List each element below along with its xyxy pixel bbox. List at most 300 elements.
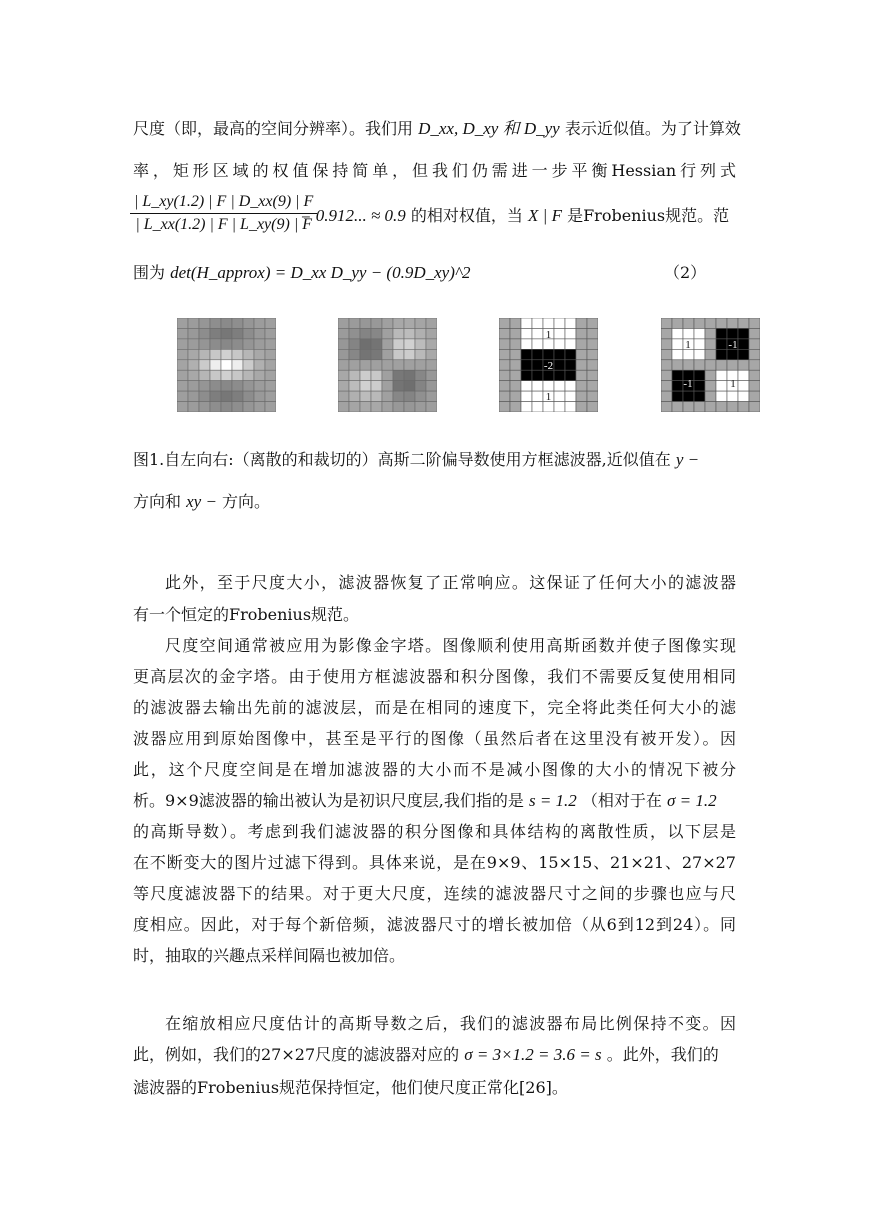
filter-cell	[532, 402, 543, 412]
filter-cell	[371, 318, 382, 328]
filter-cell	[499, 391, 510, 401]
filter-cell	[360, 339, 371, 349]
filter-cell	[426, 318, 437, 328]
para2-line-6-math-sigma: σ = 1.2	[667, 791, 717, 810]
figure-caption-line-2	[133, 491, 270, 513]
filter-cell	[683, 328, 694, 338]
filter-cell	[499, 328, 510, 338]
intro-line-1-text-a: 尺度（即，最高的空间分辨率）。我们用	[133, 119, 414, 138]
filter-cell	[415, 349, 426, 359]
filter-cell	[749, 381, 760, 391]
filter-cell	[254, 318, 265, 328]
filter-cell	[210, 402, 221, 412]
filter-cell	[210, 349, 221, 359]
filter-cell	[349, 391, 360, 401]
filter-cell	[543, 402, 554, 412]
filter-cell	[199, 381, 210, 391]
filter-cell	[265, 391, 276, 401]
filter-cell	[349, 328, 360, 338]
filter-cell	[382, 370, 393, 380]
filter-cell	[404, 339, 415, 349]
intro-line-2: 率，矩形区域的权值保持简单，但我们仍需进一步平衡Hessian行列式	[133, 161, 736, 180]
filter-cell	[199, 360, 210, 370]
filter-cell	[576, 402, 587, 412]
filter-cell	[576, 318, 587, 328]
filter-cell	[210, 381, 221, 391]
filter-cell	[254, 360, 265, 370]
figure-caption-line-1	[133, 449, 699, 471]
filter-cell	[716, 402, 727, 412]
filter-cell	[576, 360, 587, 370]
filter-cell	[499, 360, 510, 370]
filter-cell	[382, 402, 393, 412]
filter-cell	[587, 328, 598, 338]
filter-cell	[243, 402, 254, 412]
filter-cell	[521, 381, 532, 391]
filter-cell	[738, 391, 749, 401]
filter-cell	[661, 360, 672, 370]
filter-cell	[177, 318, 188, 328]
filter-cell	[576, 328, 587, 338]
filter-cell	[661, 381, 672, 391]
filter-cell	[254, 381, 265, 391]
filter-cell	[177, 360, 188, 370]
filter-cell	[426, 391, 437, 401]
filter-cell	[232, 381, 243, 391]
filter-cell	[393, 318, 404, 328]
filter-cell	[565, 402, 576, 412]
intro-line-3-eq: = 0.912... ≈ 0.9	[300, 206, 406, 225]
filter-cell	[694, 339, 705, 349]
filter-cell	[521, 402, 532, 412]
filter-cell	[371, 402, 382, 412]
filter-cell	[727, 360, 738, 370]
filter-cell	[532, 328, 543, 338]
filter-cell	[587, 402, 598, 412]
filter-cell	[177, 402, 188, 412]
filter-cell	[749, 318, 760, 328]
filter-cell	[521, 339, 532, 349]
filter-cell	[521, 328, 532, 338]
filter-cell	[661, 328, 672, 338]
filter-cell	[371, 339, 382, 349]
para2-line-2: 更高层次的金字塔。由于使用方框滤波器和积分图像，我们不需要反复使用相同	[133, 667, 736, 686]
filter-cell	[716, 328, 727, 338]
filter-cell	[210, 318, 221, 328]
gaussian-xy-cells	[338, 318, 437, 412]
filter-cell	[338, 360, 349, 370]
filter-cell	[382, 360, 393, 370]
box-xy-label-tl: 1	[685, 339, 691, 351]
filter-cell	[404, 402, 415, 412]
filter-cell	[705, 370, 716, 380]
filter-cell	[188, 328, 199, 338]
gaussian-yy-cells	[177, 318, 276, 412]
filter-cell	[210, 328, 221, 338]
filter-cell	[393, 339, 404, 349]
filter-cell	[565, 370, 576, 380]
filter-cell	[521, 318, 532, 328]
filter-cell	[749, 370, 760, 380]
filter-cell	[532, 391, 543, 401]
filter-cell	[661, 339, 672, 349]
filter-cell	[521, 360, 532, 370]
filter-cell	[382, 318, 393, 328]
filter-cell	[338, 381, 349, 391]
filter-cell	[738, 402, 749, 412]
intro-line-3	[300, 205, 729, 227]
filter-cell	[749, 391, 760, 401]
box-xy-label-bl: -1	[683, 378, 693, 390]
filter-cell	[210, 370, 221, 380]
intro-line-4-text: 围为	[133, 263, 166, 282]
filter-cell	[694, 370, 705, 380]
filter-cell	[565, 381, 576, 391]
filter-cell	[404, 349, 415, 359]
filter-cell	[188, 339, 199, 349]
filter-cell	[232, 339, 243, 349]
para2-line-8: 在不断变大的图片过滤下得到。具体来说，是在9×9、15×15、21×21、27×27	[133, 853, 736, 872]
filter-cell	[232, 391, 243, 401]
filter-cell	[338, 402, 349, 412]
filter-cell	[554, 360, 565, 370]
filter-cell	[694, 349, 705, 359]
filter-cell	[426, 360, 437, 370]
filter-cell	[510, 370, 521, 380]
filter-cell	[243, 381, 254, 391]
para2-line-7: 的高斯导数）。考虑到我们滤波器的积分图像和具体结构的离散性质，以下层是	[133, 822, 736, 841]
filter-cell	[587, 318, 598, 328]
figure-caption-math-xy: xy −	[186, 492, 217, 511]
filter-cell	[265, 381, 276, 391]
filter-cell	[349, 381, 360, 391]
filter-cell	[221, 349, 232, 359]
filter-cell	[565, 360, 576, 370]
intro-line-1	[133, 118, 741, 140]
filter-cell	[254, 391, 265, 401]
filter-cell	[232, 370, 243, 380]
filter-cell	[265, 370, 276, 380]
filter-cell	[426, 339, 437, 349]
box-xy-filter	[661, 318, 760, 412]
filter-cell	[716, 349, 727, 359]
filter-cell	[565, 339, 576, 349]
filter-cell	[705, 360, 716, 370]
filter-cell	[415, 402, 426, 412]
filter-cell	[426, 328, 437, 338]
gaussian-xy-filter	[338, 318, 437, 412]
filter-cell	[576, 391, 587, 401]
filter-cell	[393, 328, 404, 338]
para2-line-3: 的滤波器去输出先前的滤波层，而是在相同的速度下，完全将此类任何大小的滤	[133, 698, 736, 717]
filter-cell	[738, 349, 749, 359]
filter-cell	[510, 381, 521, 391]
figure-caption-math-y: y −	[675, 450, 700, 469]
filter-cell	[360, 328, 371, 338]
filter-cell	[338, 339, 349, 349]
filter-cell	[382, 349, 393, 359]
filter-cell	[426, 381, 437, 391]
filter-cell	[532, 370, 543, 380]
filter-cell	[199, 402, 210, 412]
filter-cell	[738, 370, 749, 380]
filter-cell	[521, 349, 532, 359]
filter-cell	[360, 391, 371, 401]
filter-cell	[749, 328, 760, 338]
filter-cell	[499, 402, 510, 412]
filter-cell	[221, 391, 232, 401]
filter-cell	[360, 360, 371, 370]
filter-cell	[265, 339, 276, 349]
para2-line-9: 等尺度滤波器下的结果。对于更大尺度，连续的滤波器尺寸之间的步骤也应与尺	[133, 884, 736, 903]
filter-cell	[221, 370, 232, 380]
filter-cell	[532, 349, 543, 359]
filter-cell	[661, 402, 672, 412]
filter-cell	[371, 370, 382, 380]
filter-cell	[243, 391, 254, 401]
gaussian-yy-filter	[177, 318, 276, 412]
filter-cell	[543, 349, 554, 359]
filter-cell	[576, 370, 587, 380]
filter-cell	[716, 360, 727, 370]
filter-cell	[404, 391, 415, 401]
filter-cell	[426, 370, 437, 380]
filter-cell	[576, 349, 587, 359]
filter-cell	[393, 381, 404, 391]
filter-cell	[415, 370, 426, 380]
filter-cell	[221, 339, 232, 349]
filter-cell	[426, 402, 437, 412]
filter-cell	[265, 318, 276, 328]
filter-cell	[672, 318, 683, 328]
filter-cell	[683, 402, 694, 412]
filter-cell	[232, 318, 243, 328]
intro-line-3-text-b: 是Frobenius规范。范	[567, 206, 730, 225]
filter-cell	[393, 402, 404, 412]
filter-cell	[749, 402, 760, 412]
box-yy-filter	[499, 318, 598, 412]
filter-cell	[393, 349, 404, 359]
filter-cell	[683, 360, 694, 370]
para3-line-3: 滤波器的Frobenius规范保持恒定，他们使尺度正常化[26]。	[133, 1078, 568, 1097]
filter-cell	[738, 339, 749, 349]
filter-cell	[587, 381, 598, 391]
filter-cell	[254, 370, 265, 380]
filter-cell	[265, 349, 276, 359]
filter-cell	[254, 349, 265, 359]
filter-cell	[221, 328, 232, 338]
para3-line-2-text-b: 。此外，我们的	[606, 1045, 719, 1064]
para2-line-6-math-s: s = 1.2	[528, 791, 577, 810]
filter-cell	[371, 391, 382, 401]
filter-cell	[188, 349, 199, 359]
para2-line-4: 波器应用到原始图像中，甚至是平行的图像（虽然后者在这里没有被开发）。因	[133, 729, 736, 748]
para2-line-6	[133, 790, 717, 812]
figure-caption-text-2a: 方向和	[133, 492, 182, 511]
filter-cell	[587, 370, 598, 380]
filter-cell	[672, 339, 683, 349]
filter-cell	[221, 318, 232, 328]
filter-cell	[188, 360, 199, 370]
filter-cell	[716, 339, 727, 349]
box-yy-label-mid: -2	[543, 360, 554, 372]
filter-cell	[738, 318, 749, 328]
filter-cell	[510, 402, 521, 412]
filter-cell	[210, 391, 221, 401]
filter-cell	[716, 381, 727, 391]
intro-line-3-math: X | F	[528, 206, 562, 225]
filter-cell	[254, 402, 265, 412]
filter-cell	[694, 328, 705, 338]
filter-cell	[404, 370, 415, 380]
para3-line-1: 在缩放相应尺度估计的高斯导数之后，我们的滤波器布局比例保持不变。因	[165, 1014, 736, 1033]
filter-cell	[694, 402, 705, 412]
filter-cell	[576, 381, 587, 391]
filter-cell	[188, 318, 199, 328]
weight-fraction	[130, 191, 317, 236]
filter-cell	[371, 328, 382, 338]
para2-line-6-text-b: （相对于在	[581, 791, 662, 810]
filter-cell	[188, 370, 199, 380]
filter-cell	[360, 349, 371, 359]
filter-cell	[177, 339, 188, 349]
filter-cell	[254, 328, 265, 338]
figure-caption-text: 图1.自左向右:（离散的和裁切的）高斯二阶偏导数使用方框滤波器,近似值在	[133, 450, 671, 469]
filter-cell	[510, 391, 521, 401]
filter-cell	[694, 360, 705, 370]
filter-cell	[738, 381, 749, 391]
filter-cell	[554, 381, 565, 391]
para2-line-10: 度相应。因此，对于每个新倍频，滤波器尺寸的增长被加倍（从6到12到24）。同	[133, 915, 736, 934]
filter-cell	[694, 381, 705, 391]
filter-cell	[672, 328, 683, 338]
filter-cell	[232, 402, 243, 412]
box-xy-label-br: 1	[730, 378, 736, 390]
filter-cell	[565, 328, 576, 338]
filter-cell	[371, 381, 382, 391]
filter-cell	[672, 381, 683, 391]
filter-cell	[510, 360, 521, 370]
filter-cell	[177, 328, 188, 338]
filter-cell	[382, 391, 393, 401]
para2-line-1: 尺度空间通常被应用为影像金字塔。图像顺利使用高斯函数并使子图像实现	[165, 636, 736, 655]
filter-cell	[415, 391, 426, 401]
filter-cell	[672, 402, 683, 412]
intro-line-1-math: D_xx, D_xy 和 D_yy	[418, 119, 560, 138]
filter-cell	[672, 360, 683, 370]
filter-cell	[532, 339, 543, 349]
filter-cell	[738, 360, 749, 370]
box-xy-label-tr: -1	[728, 339, 738, 351]
filter-cell	[265, 328, 276, 338]
filter-cell	[199, 339, 210, 349]
filter-cell	[254, 339, 265, 349]
para2-line-6-text-a: 析。9×9滤波器的输出被认为是初识尺度层,我们指的是	[133, 791, 524, 810]
filter-cell	[338, 370, 349, 380]
filter-cell	[683, 318, 694, 328]
filter-cell	[360, 402, 371, 412]
box-yy-label-bottom: 1	[545, 391, 552, 403]
filter-cell	[716, 391, 727, 401]
filter-cell	[360, 318, 371, 328]
filter-cell	[587, 339, 598, 349]
filter-cell	[199, 391, 210, 401]
filter-cell	[554, 318, 565, 328]
filter-cell	[727, 328, 738, 338]
filter-cell	[177, 349, 188, 359]
filter-cell	[382, 328, 393, 338]
filter-cell	[532, 381, 543, 391]
filter-cell	[243, 318, 254, 328]
filter-cell	[243, 328, 254, 338]
filter-cell	[232, 349, 243, 359]
intro-line-3-text-a: 的相对权值，当	[410, 206, 523, 225]
filter-cell	[404, 360, 415, 370]
filter-cell	[243, 360, 254, 370]
filter-cell	[177, 391, 188, 401]
filter-cell	[521, 370, 532, 380]
para3-line-2-text-a: 此，例如，我们的27×27尺度的滤波器对应的	[133, 1045, 460, 1064]
filter-cell	[426, 349, 437, 359]
filter-cell	[565, 318, 576, 328]
filter-cell	[415, 318, 426, 328]
filter-cell	[554, 391, 565, 401]
filter-cell	[576, 339, 587, 349]
filter-cell	[338, 391, 349, 401]
filter-cell	[371, 349, 382, 359]
filter-cell	[510, 318, 521, 328]
filter-cell	[371, 360, 382, 370]
filter-cell	[705, 381, 716, 391]
box-xy-grid	[661, 318, 760, 412]
filter-cell	[199, 328, 210, 338]
filter-cell	[510, 328, 521, 338]
filter-cell	[393, 391, 404, 401]
filter-cell	[705, 328, 716, 338]
filter-cell	[749, 339, 760, 349]
filter-cell	[404, 381, 415, 391]
filter-cell	[188, 391, 199, 401]
filter-cell	[661, 370, 672, 380]
filter-cell	[415, 339, 426, 349]
filter-cell	[499, 381, 510, 391]
filter-cell	[243, 370, 254, 380]
filter-cell	[543, 318, 554, 328]
filter-cell	[349, 402, 360, 412]
filter-cell	[210, 360, 221, 370]
para3-line-2-math: σ = 3×1.2 = 3.6 = s	[464, 1045, 602, 1064]
filter-cell	[199, 318, 210, 328]
filter-cell	[404, 328, 415, 338]
filter-cell	[243, 339, 254, 349]
filter-cell	[243, 349, 254, 359]
filter-cell	[672, 391, 683, 401]
filter-cell	[661, 349, 672, 359]
filter-cell	[188, 381, 199, 391]
filter-cell	[382, 339, 393, 349]
filter-cell	[199, 370, 210, 380]
filter-cell	[554, 349, 565, 359]
fraction-denominator: | L_xx(1.2) | F | L_xy(9) | F	[135, 216, 312, 233]
filter-cell	[554, 402, 565, 412]
filter-cell	[499, 349, 510, 359]
filter-cell	[705, 339, 716, 349]
filter-cell	[672, 349, 683, 359]
filter-cell	[199, 349, 210, 359]
filter-cell	[415, 381, 426, 391]
filter-cell	[716, 370, 727, 380]
filter-cell	[705, 349, 716, 359]
